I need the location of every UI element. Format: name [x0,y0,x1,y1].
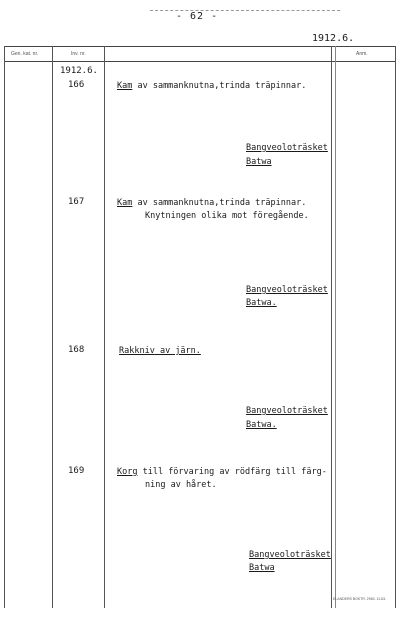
entry-description-cont: ning av håret. [145,480,217,490]
entry-description: Korg till förvaring av rödfärg till färg- [117,467,327,477]
column-header-anm: Anm. [356,51,368,57]
entry-people: Batwa. [246,420,277,430]
entry-word: Korg [117,467,138,477]
entry-people: Batwa [249,563,275,573]
entry-word: Kam [117,198,133,208]
entry-number: 168 [68,345,85,355]
entry-place: Bangveoloträsket [246,406,328,416]
entry-word: Kam [117,81,133,91]
column-header-inv: Inv. nr. [71,51,86,57]
right-border [395,46,396,608]
entry-description: Kam av sammanknutna,trinda träpinnar. [117,81,307,91]
printer-footer: ELANDERS BOKTR. 2963. 11.63. [332,597,386,601]
entry-description: Rakkniv av järn. [119,346,201,356]
column-header-gen-kat: Gen. kat. nr. [11,51,39,57]
entry-place: Bangveoloträsket [249,550,331,560]
entry-people: Batwa. [246,298,277,308]
column-divider-double [335,46,336,608]
page-number: - 62 - [176,11,219,22]
header-year: 1912.6. [312,33,355,44]
table-top-rule [4,46,396,47]
entry-place: Bangveoloträsket [246,143,328,153]
entry-number: 169 [68,466,85,476]
column-divider-desc-anm [331,46,332,608]
entry-description: Kam av sammanknutna,trinda träpinnar. [117,198,307,208]
entry-place: Bangveoloträsket [246,285,328,295]
entry-people: Batwa [246,157,272,167]
entry-word: Rakkniv [119,346,155,356]
entry-number: 166 [68,80,85,90]
catalog-year: 1912.6. [60,66,98,76]
column-divider-gen-inv [52,46,53,608]
entry-number: 167 [68,197,85,207]
left-border [4,46,5,608]
column-divider-inv-desc [104,46,105,608]
table-header-rule [4,61,396,62]
entry-description-cont: Knytningen olika mot föregående. [145,211,309,221]
